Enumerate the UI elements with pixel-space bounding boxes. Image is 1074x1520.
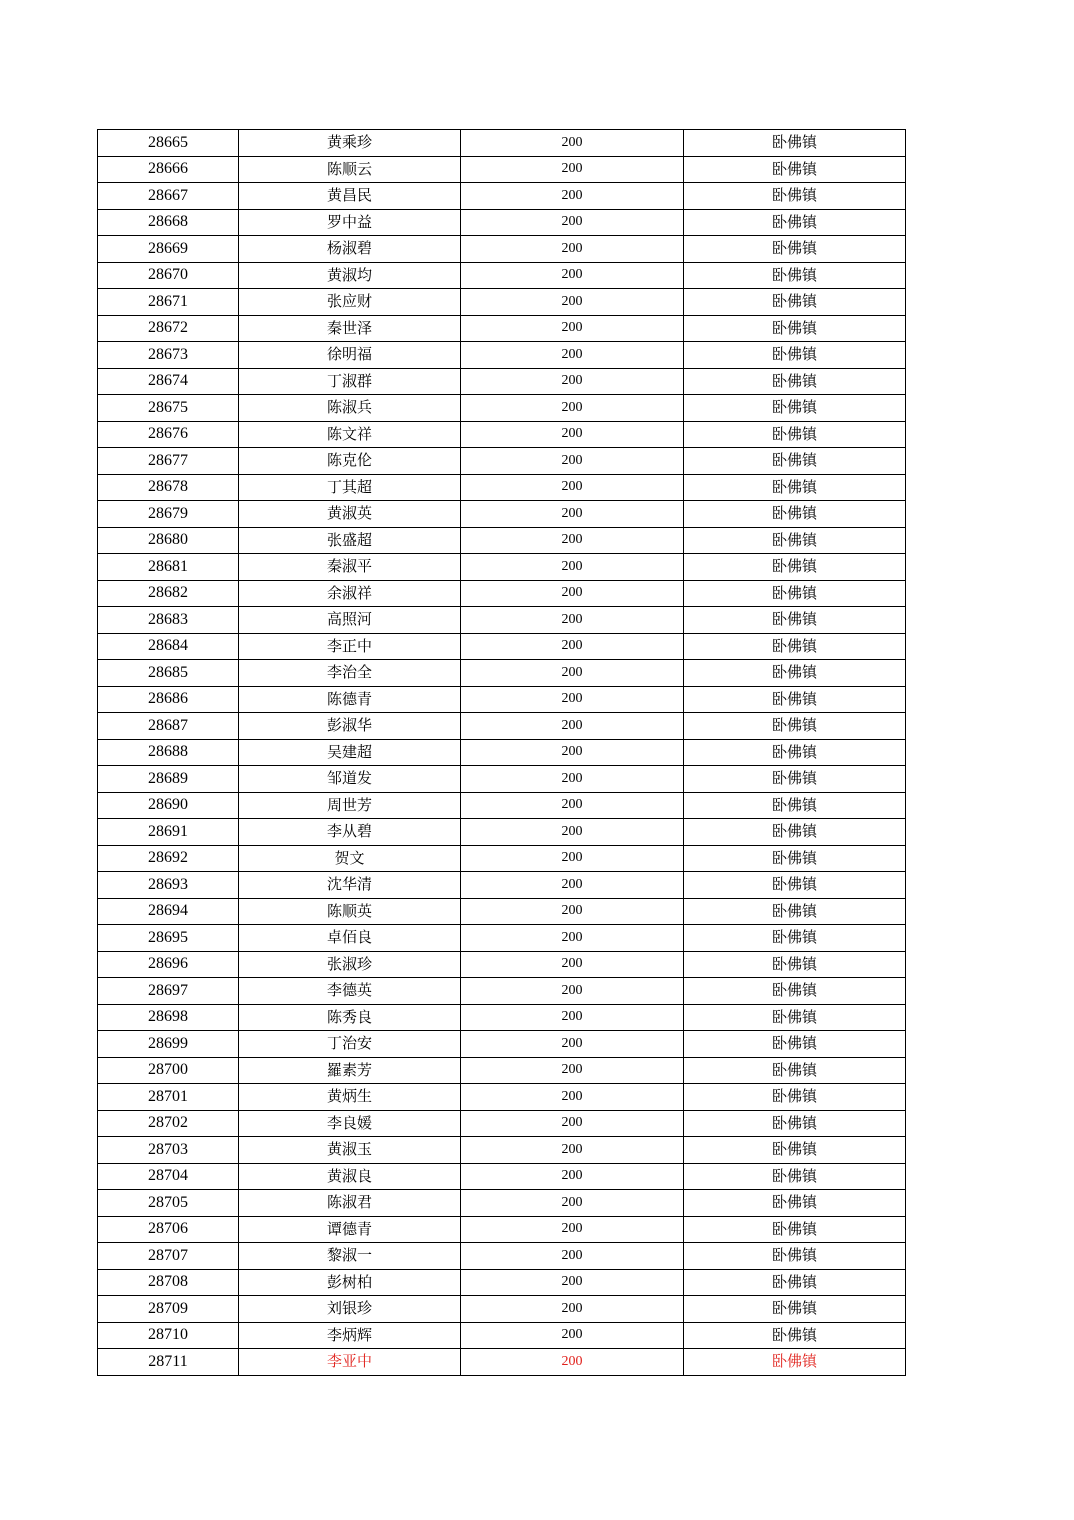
name-cell: 黎淑一 bbox=[239, 1243, 461, 1270]
town-cell: 卧佛镇 bbox=[684, 898, 906, 925]
row-id-cell: 28698 bbox=[98, 1004, 239, 1031]
table-row bbox=[98, 660, 906, 687]
amount-cell: 200 bbox=[461, 501, 684, 528]
table-row bbox=[98, 1084, 906, 1111]
table-row bbox=[98, 1243, 906, 1270]
name-cell: 黄昌民 bbox=[239, 183, 461, 210]
amount-cell: 200 bbox=[461, 686, 684, 713]
table-row bbox=[98, 527, 906, 554]
table-row bbox=[98, 289, 906, 316]
town-cell: 卧佛镇 bbox=[684, 289, 906, 316]
town-cell: 卧佛镇 bbox=[684, 951, 906, 978]
name-cell: 丁其超 bbox=[239, 474, 461, 501]
town-cell: 卧佛镇 bbox=[684, 633, 906, 660]
row-id-cell: 28707 bbox=[98, 1243, 239, 1270]
town-cell: 卧佛镇 bbox=[684, 819, 906, 846]
data-table bbox=[97, 129, 906, 1376]
row-id-cell: 28704 bbox=[98, 1163, 239, 1190]
table-row bbox=[98, 1163, 906, 1190]
town-cell: 卧佛镇 bbox=[684, 1004, 906, 1031]
table-row bbox=[98, 262, 906, 289]
name-cell: 徐明福 bbox=[239, 342, 461, 369]
name-cell: 张盛超 bbox=[239, 527, 461, 554]
town-cell: 卧佛镇 bbox=[684, 713, 906, 740]
town-cell: 卧佛镇 bbox=[684, 554, 906, 581]
name-cell: 陈淑兵 bbox=[239, 395, 461, 422]
amount-cell: 200 bbox=[461, 209, 684, 236]
name-cell: 罗中益 bbox=[239, 209, 461, 236]
amount-cell: 200 bbox=[461, 1243, 684, 1270]
amount-cell: 200 bbox=[461, 1084, 684, 1111]
row-id-cell: 28667 bbox=[98, 183, 239, 210]
name-cell: 黄乘珍 bbox=[239, 130, 461, 157]
amount-cell: 200 bbox=[461, 1349, 684, 1376]
name-cell: 黄淑均 bbox=[239, 262, 461, 289]
name-cell: 周世芳 bbox=[239, 792, 461, 819]
amount-cell: 200 bbox=[461, 315, 684, 342]
table-row bbox=[98, 739, 906, 766]
town-cell: 卧佛镇 bbox=[684, 421, 906, 448]
table-row bbox=[98, 501, 906, 528]
name-cell: 彭淑华 bbox=[239, 713, 461, 740]
amount-cell: 200 bbox=[461, 1322, 684, 1349]
row-id-cell: 28679 bbox=[98, 501, 239, 528]
name-cell: 陈顺英 bbox=[239, 898, 461, 925]
amount-cell: 200 bbox=[461, 1296, 684, 1323]
row-id-cell: 28681 bbox=[98, 554, 239, 581]
name-cell: 陈顺云 bbox=[239, 156, 461, 183]
amount-cell: 200 bbox=[461, 819, 684, 846]
table-row bbox=[98, 898, 906, 925]
town-cell: 卧佛镇 bbox=[684, 1084, 906, 1111]
town-cell: 卧佛镇 bbox=[684, 448, 906, 475]
name-cell: 陈淑君 bbox=[239, 1190, 461, 1217]
name-cell: 刘银珍 bbox=[239, 1296, 461, 1323]
town-cell: 卧佛镇 bbox=[684, 1163, 906, 1190]
town-cell: 卧佛镇 bbox=[684, 1322, 906, 1349]
row-id-cell: 28706 bbox=[98, 1216, 239, 1243]
name-cell: 李良媛 bbox=[239, 1110, 461, 1137]
table-row bbox=[98, 978, 906, 1005]
name-cell: 丁淑群 bbox=[239, 368, 461, 395]
town-cell: 卧佛镇 bbox=[684, 368, 906, 395]
town-cell: 卧佛镇 bbox=[684, 925, 906, 952]
row-id-cell: 28669 bbox=[98, 236, 239, 263]
table-row bbox=[98, 819, 906, 846]
town-cell: 卧佛镇 bbox=[684, 156, 906, 183]
town-cell: 卧佛镇 bbox=[684, 607, 906, 634]
row-id-cell: 28690 bbox=[98, 792, 239, 819]
amount-cell: 200 bbox=[461, 978, 684, 1005]
town-cell: 卧佛镇 bbox=[684, 1110, 906, 1137]
town-cell: 卧佛镇 bbox=[684, 1243, 906, 1270]
name-cell: 李炳辉 bbox=[239, 1322, 461, 1349]
name-cell: 沈华清 bbox=[239, 872, 461, 899]
row-id-cell: 28702 bbox=[98, 1110, 239, 1137]
table-row bbox=[98, 1004, 906, 1031]
table-row bbox=[98, 580, 906, 607]
town-cell: 卧佛镇 bbox=[684, 342, 906, 369]
row-id-cell: 28697 bbox=[98, 978, 239, 1005]
town-cell: 卧佛镇 bbox=[684, 527, 906, 554]
table-row bbox=[98, 342, 906, 369]
name-cell: 陈克伦 bbox=[239, 448, 461, 475]
amount-cell: 200 bbox=[461, 130, 684, 157]
name-cell: 彭树柏 bbox=[239, 1269, 461, 1296]
row-id-cell: 28668 bbox=[98, 209, 239, 236]
table-body bbox=[98, 130, 906, 1376]
row-id-cell: 28680 bbox=[98, 527, 239, 554]
town-cell: 卧佛镇 bbox=[684, 872, 906, 899]
amount-cell: 200 bbox=[461, 1269, 684, 1296]
name-cell: 丁治安 bbox=[239, 1031, 461, 1058]
table-row bbox=[98, 1110, 906, 1137]
table-row bbox=[98, 633, 906, 660]
town-cell: 卧佛镇 bbox=[684, 395, 906, 422]
name-cell: 张应财 bbox=[239, 289, 461, 316]
amount-cell: 200 bbox=[461, 395, 684, 422]
amount-cell: 200 bbox=[461, 1057, 684, 1084]
amount-cell: 200 bbox=[461, 368, 684, 395]
town-cell: 卧佛镇 bbox=[684, 1031, 906, 1058]
amount-cell: 200 bbox=[461, 739, 684, 766]
amount-cell: 200 bbox=[461, 1216, 684, 1243]
row-id-cell: 28685 bbox=[98, 660, 239, 687]
row-id-cell: 28683 bbox=[98, 607, 239, 634]
amount-cell: 200 bbox=[461, 236, 684, 263]
table-row bbox=[98, 1349, 906, 1376]
row-id-cell: 28675 bbox=[98, 395, 239, 422]
row-id-cell: 28672 bbox=[98, 315, 239, 342]
table-row bbox=[98, 766, 906, 793]
name-cell: 谭德青 bbox=[239, 1216, 461, 1243]
amount-cell: 200 bbox=[461, 580, 684, 607]
row-id-cell: 28687 bbox=[98, 713, 239, 740]
row-id-cell: 28670 bbox=[98, 262, 239, 289]
amount-cell: 200 bbox=[461, 1190, 684, 1217]
amount-cell: 200 bbox=[461, 1110, 684, 1137]
town-cell: 卧佛镇 bbox=[684, 315, 906, 342]
amount-cell: 200 bbox=[461, 474, 684, 501]
name-cell: 李德英 bbox=[239, 978, 461, 1005]
name-cell: 杨淑碧 bbox=[239, 236, 461, 263]
amount-cell: 200 bbox=[461, 660, 684, 687]
table-row bbox=[98, 1269, 906, 1296]
town-cell: 卧佛镇 bbox=[684, 183, 906, 210]
table-row bbox=[98, 236, 906, 263]
name-cell: 陈德青 bbox=[239, 686, 461, 713]
amount-cell: 200 bbox=[461, 925, 684, 952]
table-row bbox=[98, 713, 906, 740]
town-cell: 卧佛镇 bbox=[684, 1296, 906, 1323]
table-row bbox=[98, 872, 906, 899]
table-row bbox=[98, 1296, 906, 1323]
row-id-cell: 28705 bbox=[98, 1190, 239, 1217]
row-id-cell: 28699 bbox=[98, 1031, 239, 1058]
row-id-cell: 28671 bbox=[98, 289, 239, 316]
town-cell: 卧佛镇 bbox=[684, 262, 906, 289]
amount-cell: 200 bbox=[461, 342, 684, 369]
table-row bbox=[98, 925, 906, 952]
name-cell: 李治全 bbox=[239, 660, 461, 687]
town-cell: 卧佛镇 bbox=[684, 1137, 906, 1164]
name-cell: 陈文祥 bbox=[239, 421, 461, 448]
amount-cell: 200 bbox=[461, 607, 684, 634]
name-cell: 张淑珍 bbox=[239, 951, 461, 978]
row-id-cell: 28674 bbox=[98, 368, 239, 395]
town-cell: 卧佛镇 bbox=[684, 792, 906, 819]
table-row bbox=[98, 395, 906, 422]
table-row bbox=[98, 209, 906, 236]
table-row bbox=[98, 130, 906, 157]
name-cell: 羅素芳 bbox=[239, 1057, 461, 1084]
table-row bbox=[98, 421, 906, 448]
row-id-cell: 28692 bbox=[98, 845, 239, 872]
amount-cell: 200 bbox=[461, 183, 684, 210]
town-cell: 卧佛镇 bbox=[684, 1190, 906, 1217]
amount-cell: 200 bbox=[461, 633, 684, 660]
row-id-cell: 28688 bbox=[98, 739, 239, 766]
table-row bbox=[98, 1190, 906, 1217]
amount-cell: 200 bbox=[461, 766, 684, 793]
row-id-cell: 28673 bbox=[98, 342, 239, 369]
name-cell: 秦世泽 bbox=[239, 315, 461, 342]
town-cell: 卧佛镇 bbox=[684, 1349, 906, 1376]
row-id-cell: 28676 bbox=[98, 421, 239, 448]
amount-cell: 200 bbox=[461, 845, 684, 872]
table-row bbox=[98, 607, 906, 634]
row-id-cell: 28694 bbox=[98, 898, 239, 925]
table-row bbox=[98, 1057, 906, 1084]
row-id-cell: 28701 bbox=[98, 1084, 239, 1111]
amount-cell: 200 bbox=[461, 527, 684, 554]
table-row bbox=[98, 951, 906, 978]
table-row bbox=[98, 448, 906, 475]
town-cell: 卧佛镇 bbox=[684, 978, 906, 1005]
row-id-cell: 28691 bbox=[98, 819, 239, 846]
amount-cell: 200 bbox=[461, 1137, 684, 1164]
row-id-cell: 28710 bbox=[98, 1322, 239, 1349]
row-id-cell: 28677 bbox=[98, 448, 239, 475]
town-cell: 卧佛镇 bbox=[684, 845, 906, 872]
table-row bbox=[98, 1322, 906, 1349]
row-id-cell: 28678 bbox=[98, 474, 239, 501]
town-cell: 卧佛镇 bbox=[684, 686, 906, 713]
town-cell: 卧佛镇 bbox=[684, 236, 906, 263]
name-cell: 李正中 bbox=[239, 633, 461, 660]
row-id-cell: 28709 bbox=[98, 1296, 239, 1323]
row-id-cell: 28665 bbox=[98, 130, 239, 157]
town-cell: 卧佛镇 bbox=[684, 1057, 906, 1084]
table-row bbox=[98, 156, 906, 183]
amount-cell: 200 bbox=[461, 156, 684, 183]
table-row bbox=[98, 845, 906, 872]
town-cell: 卧佛镇 bbox=[684, 501, 906, 528]
row-id-cell: 28693 bbox=[98, 872, 239, 899]
name-cell: 邹道发 bbox=[239, 766, 461, 793]
amount-cell: 200 bbox=[461, 448, 684, 475]
name-cell: 吴建超 bbox=[239, 739, 461, 766]
town-cell: 卧佛镇 bbox=[684, 580, 906, 607]
row-id-cell: 28711 bbox=[98, 1349, 239, 1376]
town-cell: 卧佛镇 bbox=[684, 766, 906, 793]
name-cell: 高照河 bbox=[239, 607, 461, 634]
name-cell: 李从碧 bbox=[239, 819, 461, 846]
amount-cell: 200 bbox=[461, 898, 684, 925]
amount-cell: 200 bbox=[461, 262, 684, 289]
row-id-cell: 28695 bbox=[98, 925, 239, 952]
name-cell: 黄炳生 bbox=[239, 1084, 461, 1111]
town-cell: 卧佛镇 bbox=[684, 1269, 906, 1296]
town-cell: 卧佛镇 bbox=[684, 474, 906, 501]
row-id-cell: 28686 bbox=[98, 686, 239, 713]
table-row bbox=[98, 792, 906, 819]
name-cell: 秦淑平 bbox=[239, 554, 461, 581]
row-id-cell: 28703 bbox=[98, 1137, 239, 1164]
row-id-cell: 28696 bbox=[98, 951, 239, 978]
name-cell: 黄淑玉 bbox=[239, 1137, 461, 1164]
town-cell: 卧佛镇 bbox=[684, 209, 906, 236]
table-row bbox=[98, 1216, 906, 1243]
amount-cell: 200 bbox=[461, 872, 684, 899]
name-cell: 李亚中 bbox=[239, 1349, 461, 1376]
row-id-cell: 28682 bbox=[98, 580, 239, 607]
name-cell: 陈秀良 bbox=[239, 1004, 461, 1031]
town-cell: 卧佛镇 bbox=[684, 1216, 906, 1243]
amount-cell: 200 bbox=[461, 554, 684, 581]
table-row bbox=[98, 474, 906, 501]
amount-cell: 200 bbox=[461, 1163, 684, 1190]
row-id-cell: 28684 bbox=[98, 633, 239, 660]
amount-cell: 200 bbox=[461, 1004, 684, 1031]
town-cell: 卧佛镇 bbox=[684, 660, 906, 687]
name-cell: 黄淑良 bbox=[239, 1163, 461, 1190]
row-id-cell: 28689 bbox=[98, 766, 239, 793]
row-id-cell: 28708 bbox=[98, 1269, 239, 1296]
table-row bbox=[98, 368, 906, 395]
table-row bbox=[98, 183, 906, 210]
amount-cell: 200 bbox=[461, 421, 684, 448]
row-id-cell: 28700 bbox=[98, 1057, 239, 1084]
town-cell: 卧佛镇 bbox=[684, 130, 906, 157]
amount-cell: 200 bbox=[461, 792, 684, 819]
town-cell: 卧佛镇 bbox=[684, 739, 906, 766]
amount-cell: 200 bbox=[461, 289, 684, 316]
amount-cell: 200 bbox=[461, 1031, 684, 1058]
table-row bbox=[98, 686, 906, 713]
table-row bbox=[98, 554, 906, 581]
row-id-cell: 28666 bbox=[98, 156, 239, 183]
name-cell: 卓佰良 bbox=[239, 925, 461, 952]
amount-cell: 200 bbox=[461, 713, 684, 740]
table-row bbox=[98, 1137, 906, 1164]
name-cell: 余淑祥 bbox=[239, 580, 461, 607]
amount-cell: 200 bbox=[461, 951, 684, 978]
table-row bbox=[98, 1031, 906, 1058]
table-row bbox=[98, 315, 906, 342]
name-cell: 黄淑英 bbox=[239, 501, 461, 528]
name-cell: 贺文 bbox=[239, 845, 461, 872]
